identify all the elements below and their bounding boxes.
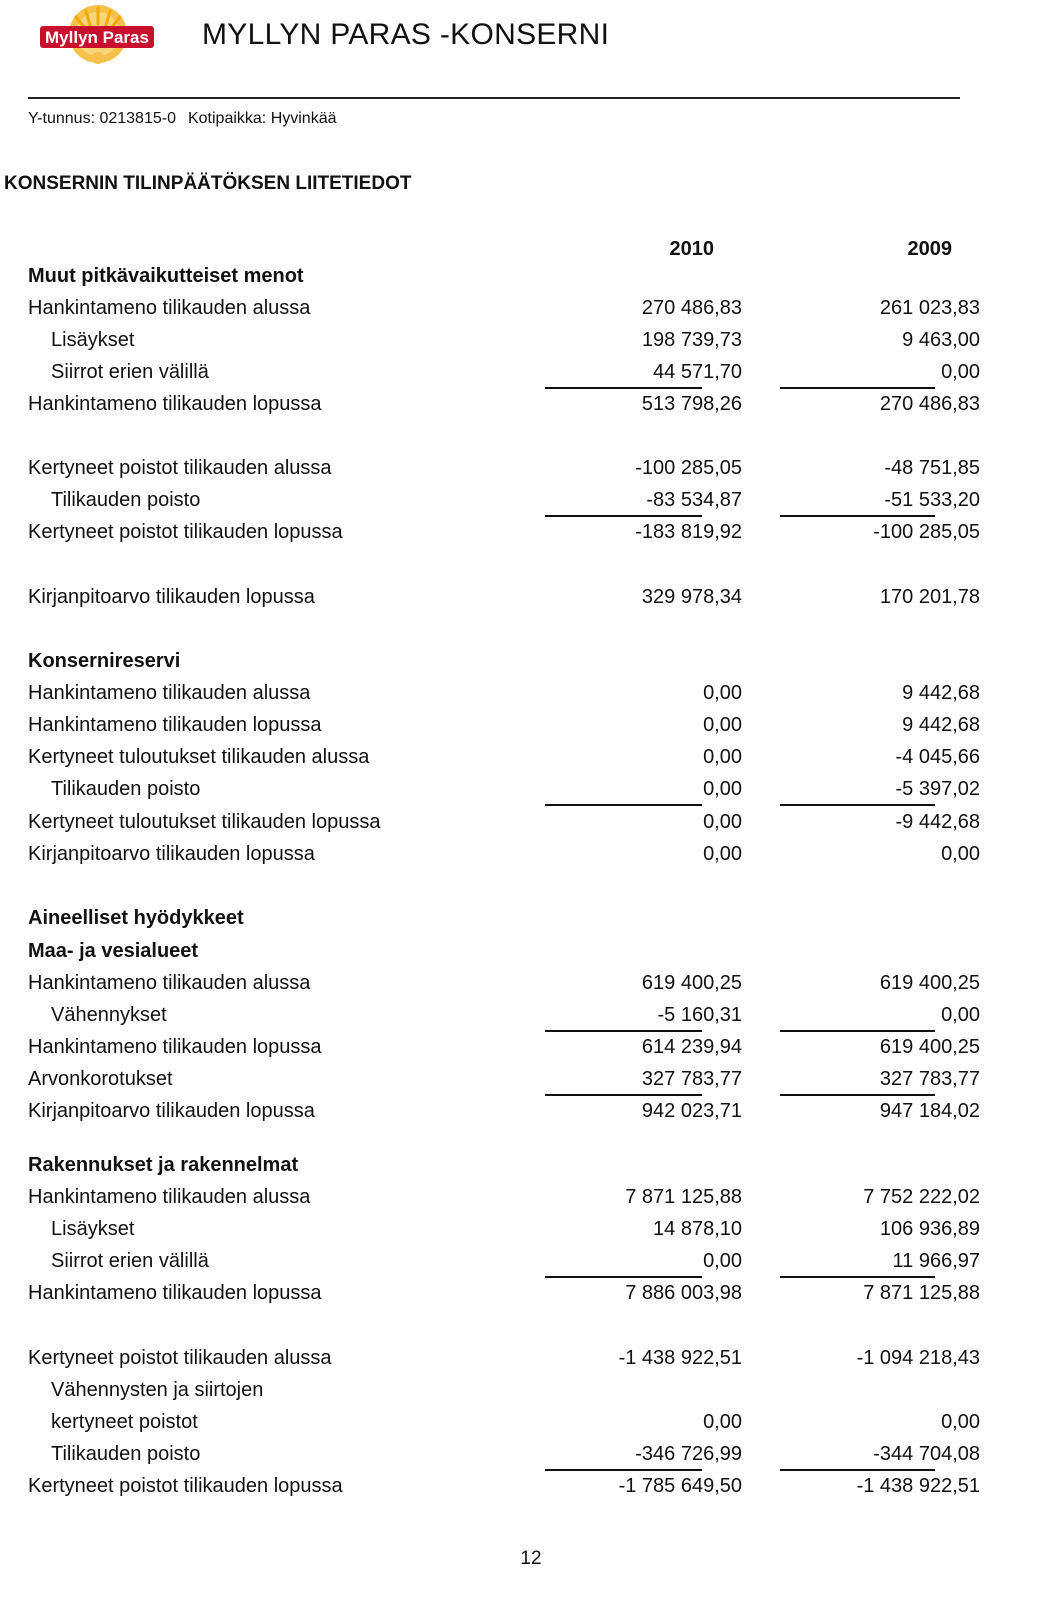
row-label: Kertyneet tuloutukset tilikauden lopussa	[28, 811, 381, 833]
table-row	[28, 1440, 980, 1468]
row-label: kertyneet poistot	[51, 1411, 198, 1433]
row-label: Hankintameno tilikauden lopussa	[28, 714, 322, 736]
value-2010: 942 023,71	[641, 1100, 742, 1122]
subtotal-rule	[780, 387, 935, 389]
row-label: Hankintameno tilikauden lopussa	[28, 393, 322, 415]
row-label: Vähennykset	[51, 1004, 167, 1026]
subtotal-rule	[780, 1469, 935, 1471]
value-2010: 0,00	[703, 811, 742, 833]
subtotal-rule	[545, 1094, 702, 1096]
value-2010: 0,00	[703, 843, 742, 865]
value-2010: 14 878,10	[653, 1218, 742, 1240]
table-row	[28, 937, 960, 965]
table-row	[28, 775, 980, 803]
value-2009: 947 184,02	[879, 1100, 980, 1122]
table-row	[28, 1279, 980, 1307]
page-number: 12	[520, 1548, 542, 1569]
value-2009: -100 285,05	[873, 521, 980, 543]
value-2009: -51 533,20	[884, 489, 980, 511]
value-2010: 270 486,83	[641, 297, 742, 319]
subtotal-rule	[780, 804, 935, 806]
table-row	[28, 1376, 960, 1404]
row-label: Kirjanpitoarvo tilikauden lopussa	[28, 843, 315, 865]
table-row	[28, 1215, 980, 1243]
table-row	[28, 840, 980, 868]
subtotal-rule	[545, 1030, 702, 1032]
subtotal-rule	[780, 1276, 935, 1278]
value-2009: 0,00	[941, 361, 980, 383]
table-row	[28, 1033, 980, 1061]
value-2010: 327 783,77	[641, 1068, 742, 1090]
table-row	[28, 743, 980, 771]
table-row	[28, 326, 980, 354]
row-label: Hankintameno tilikauden lopussa	[28, 1036, 322, 1058]
value-2010: 0,00	[703, 778, 742, 800]
value-2009: 9 442,68	[902, 714, 980, 736]
value-2009: -4 045,66	[895, 746, 980, 768]
value-2009: 0,00	[941, 1004, 980, 1026]
value-2009: 11 966,97	[892, 1250, 980, 1272]
value-2009: 9 463,00	[902, 329, 980, 351]
value-2009: -48 751,85	[884, 457, 980, 479]
table-row	[28, 1344, 980, 1372]
table-row	[28, 294, 980, 322]
subtotal-rule	[545, 1469, 702, 1471]
table-row	[28, 711, 980, 739]
value-2010: 198 739,73	[641, 329, 742, 351]
row-label: Tilikauden poisto	[51, 489, 201, 511]
value-2010: 7 871 125,88	[625, 1186, 742, 1208]
table-row	[28, 1472, 980, 1500]
svg-text:Myllyn Paras: Myllyn Paras	[45, 28, 149, 47]
row-label: Konsernireservi	[28, 650, 181, 672]
value-2009: 327 783,77	[879, 1068, 980, 1090]
section-heading: KONSERNIN TILINPÄÄTÖKSEN LIITETIEDOT	[4, 173, 412, 194]
row-label: Kertyneet poistot tilikauden alussa	[28, 457, 332, 479]
row-label: Kertyneet poistot tilikauden alussa	[28, 1347, 332, 1369]
value-2010: 614 239,94	[641, 1036, 742, 1058]
value-2009: -1 438 922,51	[856, 1475, 980, 1497]
table-row	[28, 1151, 960, 1179]
value-2010: 0,00	[703, 682, 742, 704]
value-2010: 329 978,34	[641, 586, 742, 608]
table-row	[28, 1247, 980, 1275]
row-label: Hankintameno tilikauden alussa	[28, 297, 311, 319]
row-label: Siirrot erien välillä	[51, 1250, 209, 1272]
subtotal-rule	[545, 1276, 702, 1278]
company-title: MYLLYN PARAS -KONSERNI	[202, 18, 610, 51]
value-2009: 7 871 125,88	[863, 1282, 980, 1304]
value-2010: 0,00	[703, 714, 742, 736]
value-2009: -9 442,68	[895, 811, 980, 833]
table-row	[28, 969, 980, 997]
value-2010: -1 438 922,51	[618, 1347, 742, 1369]
value-2010: 0,00	[703, 1250, 742, 1272]
value-2010: 513 798,26	[641, 393, 742, 415]
row-label: Muut pitkävaikutteiset menot	[28, 265, 304, 287]
value-2010: -346 726,99	[635, 1443, 742, 1465]
row-label: Rakennukset ja rakennelmat	[28, 1154, 299, 1176]
row-label: Siirrot erien välillä	[51, 361, 209, 383]
header-divider	[28, 97, 960, 99]
row-label: Maa- ja vesialueet	[28, 940, 199, 962]
value-2010: 7 886 003,98	[625, 1282, 742, 1304]
value-2010: -183 819,92	[635, 521, 742, 543]
value-2009: 0,00	[941, 843, 980, 865]
table-row	[28, 454, 980, 482]
subtotal-rule	[545, 387, 702, 389]
value-2010: 44 571,70	[653, 361, 742, 383]
subtotal-rule	[545, 804, 702, 806]
year-column-2009: 2009	[907, 238, 952, 260]
table-row	[28, 390, 980, 418]
row-label: Hankintameno tilikauden lopussa	[28, 1282, 322, 1304]
value-2009: 106 936,89	[879, 1218, 980, 1240]
table-row	[28, 1183, 980, 1211]
domicile: Kotipaikka: Hyvinkää	[187, 110, 337, 127]
table-row	[28, 262, 960, 290]
value-2010: 619 400,25	[641, 972, 742, 994]
subtotal-rule	[780, 515, 935, 517]
table-row	[28, 679, 980, 707]
table-row	[28, 904, 960, 932]
value-2009: 0,00	[941, 1411, 980, 1433]
subtotal-rule	[545, 515, 702, 517]
row-label: Hankintameno tilikauden alussa	[28, 682, 311, 704]
value-2009: -1 094 218,43	[856, 1347, 980, 1369]
table-row	[28, 583, 980, 611]
row-label: Vähennysten ja siirtojen	[51, 1379, 264, 1401]
row-label: Lisäykset	[51, 329, 135, 351]
value-2010: -100 285,05	[635, 457, 742, 479]
value-2009: 619 400,25	[879, 972, 980, 994]
value-2009: -344 704,08	[873, 1443, 980, 1465]
row-label: Lisäykset	[51, 1218, 135, 1240]
table-row	[28, 808, 980, 836]
business-id: Y-tunnus: 0213815-0	[28, 110, 176, 127]
year-column-2010: 2010	[669, 238, 714, 260]
row-label: Kertyneet poistot tilikauden lopussa	[28, 1475, 343, 1497]
row-label: Arvonkorotukset	[28, 1068, 173, 1090]
table-row	[28, 486, 980, 514]
value-2010: 0,00	[703, 1411, 742, 1433]
row-label: Kirjanpitoarvo tilikauden lopussa	[28, 1100, 315, 1122]
row-label: Hankintameno tilikauden alussa	[28, 972, 311, 994]
value-2009: 619 400,25	[879, 1036, 980, 1058]
value-2009: 270 486,83	[879, 393, 980, 415]
company-meta	[28, 110, 349, 128]
table-row	[28, 1097, 980, 1125]
row-label: Tilikauden poisto	[51, 778, 201, 800]
row-label: Aineelliset hyödykkeet	[28, 907, 244, 929]
value-2009: 261 023,83	[879, 297, 980, 319]
row-label: Kertyneet tuloutukset tilikauden alussa	[28, 746, 370, 768]
row-label: Kirjanpitoarvo tilikauden lopussa	[28, 586, 315, 608]
value-2009: 9 442,68	[902, 682, 980, 704]
value-2009: 170 201,78	[879, 586, 980, 608]
value-2010: 0,00	[703, 746, 742, 768]
value-2009: -5 397,02	[895, 778, 980, 800]
myllyn-paras-logo	[38, 4, 156, 66]
table-row	[28, 1065, 980, 1093]
value-2010: -1 785 649,50	[618, 1475, 742, 1497]
table-row	[28, 358, 980, 386]
subtotal-rule	[780, 1094, 935, 1096]
table-row	[28, 1408, 980, 1436]
row-label: Tilikauden poisto	[51, 1443, 201, 1465]
value-2009: 7 752 222,02	[863, 1186, 980, 1208]
row-label: Kertyneet poistot tilikauden lopussa	[28, 521, 343, 543]
row-label: Hankintameno tilikauden alussa	[28, 1186, 311, 1208]
table-row	[28, 647, 960, 675]
table-row	[28, 1001, 980, 1029]
table-row	[28, 518, 980, 546]
value-2010: -5 160,31	[657, 1004, 742, 1026]
subtotal-rule	[780, 1030, 935, 1032]
value-2010: -83 534,87	[646, 489, 742, 511]
